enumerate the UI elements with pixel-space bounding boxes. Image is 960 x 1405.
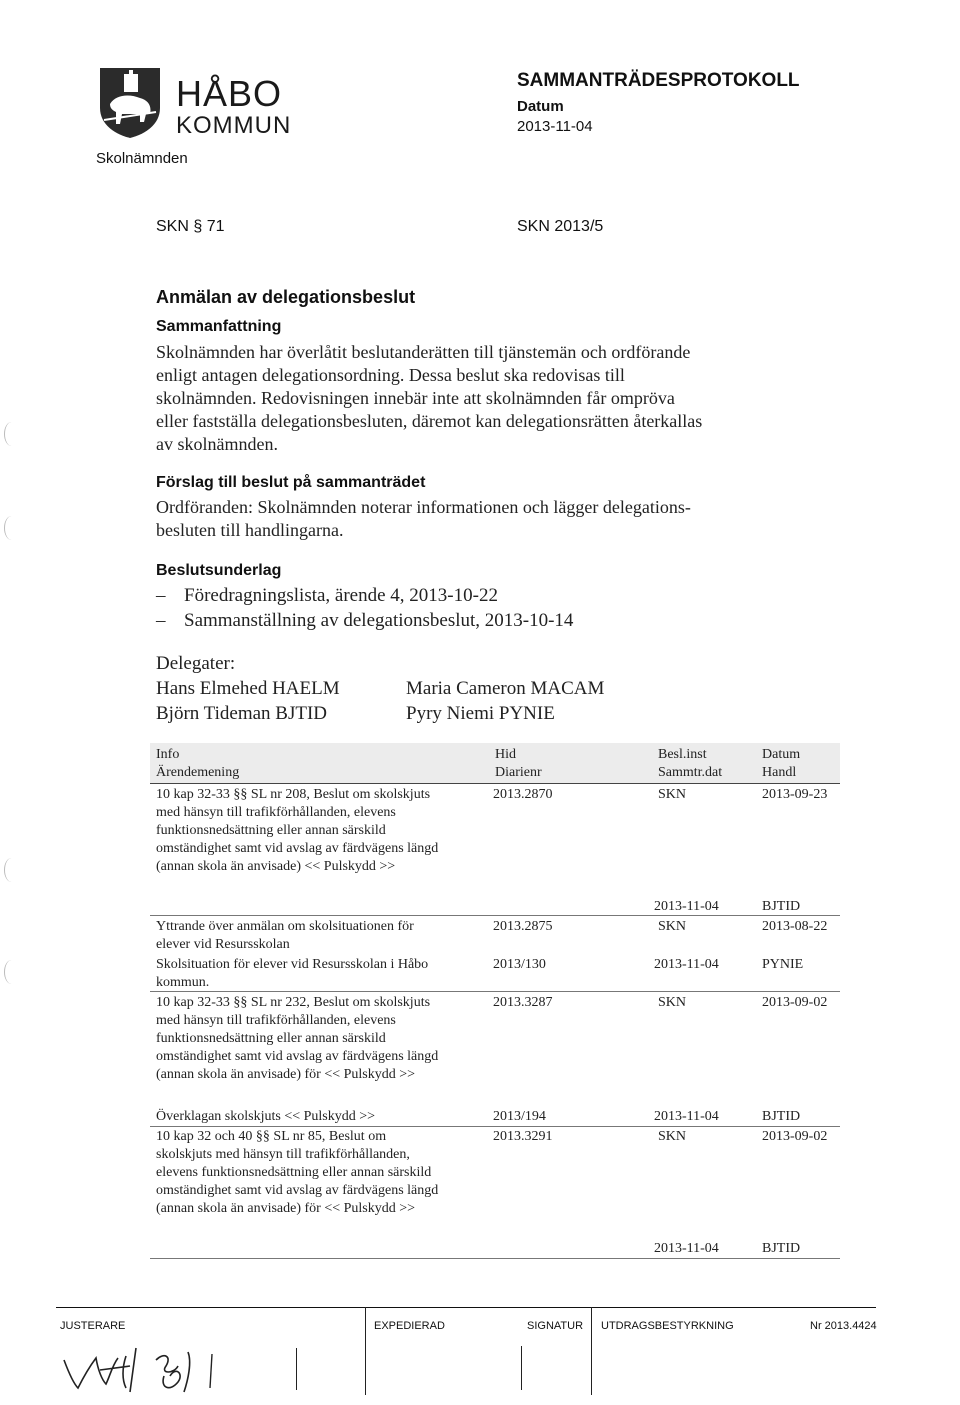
date-value: 2013-11-04: [517, 118, 593, 135]
case-text: Skolsituation för elever vid Resursskolan i Håbo: [156, 957, 429, 972]
date-label: Datum: [517, 98, 564, 115]
col-header-datum: Datum: [762, 747, 801, 762]
summary-text: [156, 341, 702, 456]
municipality-logo: [96, 64, 164, 140]
inst-cell: SKN: [658, 919, 687, 934]
margin-mark: [4, 516, 19, 540]
header-rule: [150, 783, 840, 784]
col-header-arendemening: Ärendemening: [156, 765, 240, 780]
datum-cell: 2013-09-02: [762, 995, 828, 1010]
table-row: [156, 918, 414, 954]
col-header-sammtr-dat: Sammtr.dat: [658, 765, 723, 780]
hid-cell: 2013/194: [493, 1109, 546, 1124]
justerare-label: JUSTERARE: [60, 1320, 126, 1332]
municipality-name: HÅBO: [176, 73, 283, 114]
margin-mark: [4, 960, 19, 984]
case-text: Överklagan skolskjuts << Pulskydd >>: [156, 1109, 376, 1124]
municipality-subtitle: KOMMUN: [176, 112, 292, 139]
col-header-hid: Hid: [495, 747, 516, 762]
row-rule: [150, 915, 840, 916]
hid-cell: 2013.3291: [493, 1129, 553, 1144]
inst-cell: SKN: [658, 995, 687, 1010]
summary-line: enligt antagen delegationsordning. Dessa beslut ska redovisas till: [156, 365, 625, 385]
case-text: omständighet samt vid avslag av färdvägens längd: [156, 1049, 439, 1064]
inst-cell: 2013-11-04: [654, 1109, 719, 1124]
basis-heading: Beslutsunderlag: [156, 562, 282, 579]
summary-line: Skolnämnden har överlåtit beslutanderätten till tjänstemän och ordförande: [156, 342, 691, 362]
proposal-line: besluten till handlingarna.: [156, 520, 344, 540]
delegate-name: Maria Cameron MACAM: [406, 678, 605, 699]
table-row: [156, 994, 438, 1084]
inst-cell: SKN: [658, 1129, 687, 1144]
case-text: Yttrande över anmälan om skolsituationen för: [156, 919, 414, 934]
case-text: skolskjuts med hänsyn till trafikförhållanden,: [156, 1147, 410, 1162]
datum-cell: 2013-09-02: [762, 1129, 828, 1144]
expedierad-label: EXPEDIERAD: [374, 1320, 445, 1332]
case-text: omständighet samt vid avslag av färdvägens längd: [156, 1183, 439, 1198]
signatur-label: SIGNATUR: [527, 1320, 584, 1332]
basis-list: [156, 583, 573, 633]
datum-cell: PYNIE: [762, 957, 804, 972]
hid-cell: 2013.2875: [493, 919, 553, 934]
utdrag-label: UTDRAGSBESTYRKNING: [601, 1320, 734, 1332]
footer-divider: [591, 1307, 592, 1395]
case-text: med hänsyn till trafikförhållanden, elevens: [156, 1013, 396, 1028]
hid-cell: 2013/130: [493, 957, 546, 972]
case-text: 10 kap 32-33 §§ SL nr 232, Beslut om skolskjuts: [156, 995, 431, 1010]
summary-line: skolnämnden. Redovisningen innebär inte att skolnämnden får ompröva: [156, 388, 675, 408]
inst-cell: 2013-11-04: [654, 1241, 719, 1256]
footer-divider: [365, 1307, 366, 1395]
col-header-diarienr: Diarienr: [495, 765, 542, 780]
proposal-line: Ordföranden: Skolnämnden noterar informationen och lägger delegations-: [156, 497, 691, 517]
basis-item: – Föredragningslista, ärende 4, 2013-10-22: [156, 585, 498, 606]
case-text: (annan skola än anvisade) för << Pulskydd >>: [156, 1201, 416, 1216]
case-reference: SKN 2013/5: [517, 218, 604, 235]
table-row: [156, 786, 438, 876]
inst-cell: 2013-11-04: [654, 957, 719, 972]
case-text: 10 kap 32-33 §§ SL nr 208, Beslut om skolskjuts: [156, 787, 431, 802]
delegate-name: Hans Elmehed HAELM: [156, 678, 340, 699]
datum-cell: 2013-09-23: [762, 787, 828, 802]
datum-cell: 2013-08-22: [762, 919, 828, 934]
col-header-info: Info: [156, 747, 180, 762]
table-row: [156, 956, 428, 992]
summary-line: av skolnämnden.: [156, 434, 278, 454]
case-text: elever vid Resursskolan: [156, 937, 290, 952]
signature-mark: [296, 1348, 297, 1390]
case-text: (annan skola än anvisade) << Pulskydd >>: [156, 859, 396, 874]
case-text: kommun.: [156, 975, 210, 990]
inst-cell: 2013-11-04: [654, 899, 719, 914]
row-rule: [150, 991, 840, 992]
hid-cell: 2013.2870: [493, 787, 553, 802]
document-number: Nr 2013.4424: [810, 1320, 877, 1332]
datum-cell: BJTID: [762, 1241, 801, 1256]
datum-cell: BJTID: [762, 899, 801, 914]
proposal-text: [156, 496, 691, 542]
inst-cell: SKN: [658, 787, 687, 802]
hid-cell: 2013.3287: [493, 995, 553, 1010]
table-row: [156, 1108, 375, 1126]
col-header-handl: Handl: [762, 765, 797, 780]
case-text: med hänsyn till trafikförhållanden, elevens: [156, 805, 396, 820]
basis-item: – Sammanställning av delegationsbeslut, 2013-10-14: [156, 610, 574, 631]
department-name: Skolnämnden: [96, 150, 188, 167]
datum-cell: BJTID: [762, 1109, 801, 1124]
summary-heading: Sammanfattning: [156, 318, 282, 335]
page-title: Anmälan av delegationsbeslut: [156, 287, 416, 307]
handwritten-signature: [60, 1336, 240, 1394]
delegate-name: Björn Tideman BJTID: [156, 703, 328, 724]
case-text: (annan skola än anvisade) för << Pulskydd >>: [156, 1067, 416, 1082]
proposal-heading: Förslag till beslut på sammanträdet: [156, 474, 426, 491]
margin-mark: [4, 422, 19, 446]
table-row: [156, 1128, 438, 1218]
case-text: funktionsnedsättning eller annan särskild: [156, 1031, 386, 1046]
case-text: funktionsnedsättning eller annan särskild: [156, 823, 386, 838]
case-text: 10 kap 32 och 40 §§ SL nr 85, Beslut om: [156, 1129, 387, 1144]
case-text: elevens funktionsnedsättning eller annan särskild: [156, 1165, 432, 1180]
case-text: omständighet samt vid avslag av färdvägens längd: [156, 841, 439, 856]
delegate-name: Pyry Niemi PYNIE: [406, 703, 555, 724]
paragraph-reference: SKN § 71: [156, 218, 225, 235]
footer-rule: [56, 1307, 876, 1308]
margin-mark: [4, 858, 19, 882]
signature-mark: [521, 1346, 522, 1390]
protocol-title: SAMMANTRÄDESPROTOKOLL: [517, 70, 800, 91]
row-rule: [150, 1126, 840, 1127]
delegates-label: Delegater:: [156, 653, 236, 674]
summary-line: eller fastställa delegationsbesluten, däremot kan delegationsrätten återkallas: [156, 411, 703, 431]
col-header-besl-inst: Besl.inst: [658, 747, 707, 762]
row-rule: [150, 1258, 840, 1259]
